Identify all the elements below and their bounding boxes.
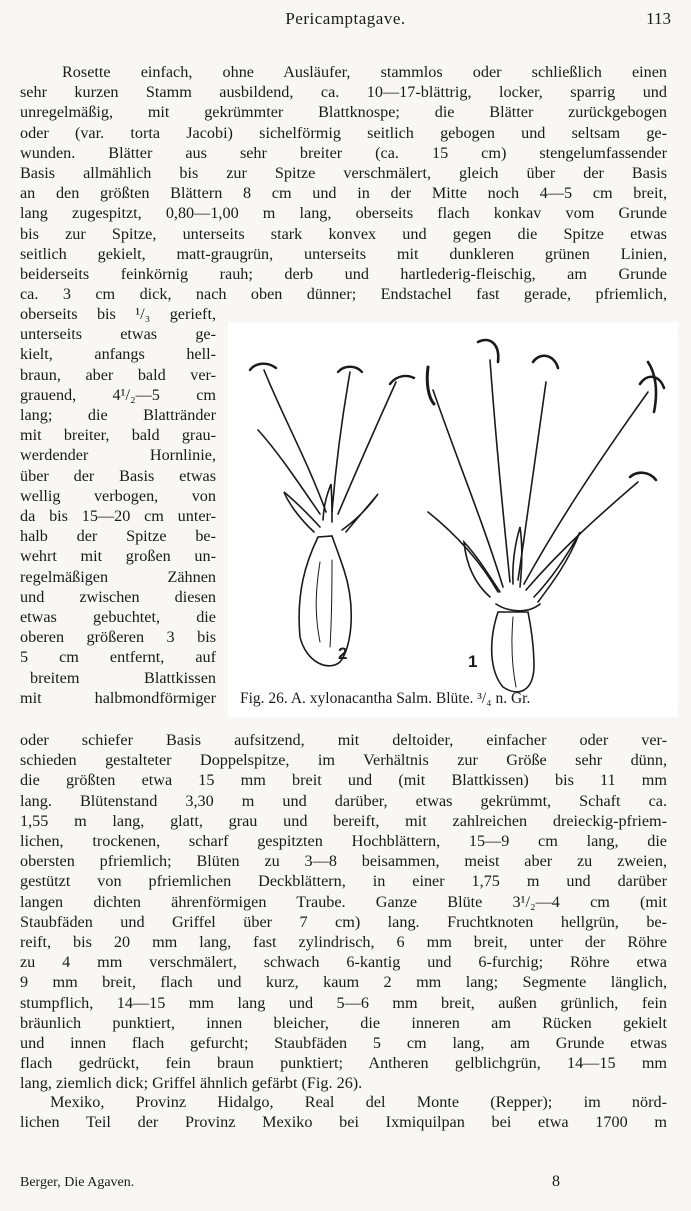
text-line: werdender Hornlinie, [20, 446, 216, 465]
stamen-line [526, 482, 638, 590]
stamen-line [524, 392, 648, 584]
text-line: da bis 15—20 cm unter- [20, 507, 216, 525]
text-line: 5 cm entfernt, auf [20, 648, 216, 667]
text-line: mit halbmondförmiger [20, 688, 216, 707]
figure-label-1: 1 [468, 652, 478, 671]
text-line: oder schiefer Basis aufsitzend, mit deltoider, einfacher oder ver- [20, 731, 667, 749]
figure-26 [228, 322, 678, 717]
figure-caption: Fig. 26. A. xylonacantha Salm. Blüte. ³/₄ n. Gr. [240, 690, 531, 707]
text-line: gestützt von pfriemlichen Deckblättern, in einer 1,75 m und darüber [20, 872, 667, 891]
text-line: lang; die Blattränder [20, 406, 216, 424]
text-line: halb der Spitze be- [20, 527, 216, 546]
text-line: breitem Blattkissen [30, 668, 216, 687]
stamen-line [428, 512, 498, 592]
flower-illustration [228, 322, 678, 717]
text-line: unterseits etwas ge- [20, 325, 216, 344]
text-line: Mexiko, Provinz Hidalgo, Real del Monte (Repper); im nörd- [50, 1093, 667, 1111]
page-number: 113 [646, 9, 671, 28]
text-line: bräunlich punktiert, innen bleicher, die inneren am Rücken gekielt [20, 1013, 667, 1032]
text-line: über der Basis etwas [20, 466, 216, 485]
text-line: regelmäßigen Zähnen [20, 567, 216, 586]
text-line: ca. 3 cm dick, nach oben dünner; Endstachel fast gerade, pfriemlich, [20, 285, 667, 304]
text-line: Staubfäden und Griffel über 7 cm) lang. Fruchtknoten hellgrün, be- [20, 912, 667, 931]
text-line: an den größten Blättern 8 cm und in der Mitte noch 4—5 cm breit, [20, 184, 667, 203]
text-line: die größten etwa 15 mm breit und (mit Blattkissen) bis 11 mm [20, 771, 667, 790]
text-line: seitlich gekielt, matt-graugrün, unterseits mit dunkleren grünen Linien, [20, 244, 667, 263]
text-line: oberseits bis ¹/₃ gerieft, [20, 305, 216, 323]
text-line: langen dichten ährenförmigen Traube. Ganze Blüte 3¹/₂—4 cm (mit [20, 892, 667, 911]
stamen-line [433, 390, 503, 587]
stamen-line [338, 382, 396, 514]
text-line: lang, ziemlich dick; Griffel ähnlich gefärbt (Fig. 26). [20, 1074, 363, 1093]
text-line: bis zur Spitze, unterseits stark konvex und gegen die Spitze etwas [20, 224, 667, 243]
text-line: und innen flach gefurcht; Staubfäden 5 cm lang, am Grunde etwas [20, 1034, 667, 1052]
text-line: wunden. Blätter aus sehr breiter (ca. 15 cm) stengelumfassender [20, 143, 667, 162]
text-line: braun, aber bald ver- [20, 365, 216, 384]
text-line: reift, bis 20 mm lang, fast zylindrisch, 6 mm breit, unter der Röhre [20, 933, 667, 951]
text-line: sehr kurzen Stamm ausbildend, ca. 10—17-blättrig, locker, sparrig und [20, 83, 667, 102]
text-line: lichen, trockenen, scharf gespitzten Hochblättern, 15—9 cm lang, die [20, 832, 667, 850]
footer-author-title: Berger, Die Agaven. [20, 1175, 135, 1190]
footer-signature: 8 [552, 1173, 560, 1190]
text-line: schieden gestalteter Doppelspitze, im Verhältnis zur Größe sehr dünn, [20, 751, 667, 770]
text-line: 9 mm breit, flach und kurz, kaum 2 mm lang; Segmente länglich, [20, 973, 667, 992]
text-line: Rosette einfach, ohne Ausläufer, stammlos oder schließlich einen [62, 63, 667, 81]
text-line: zu 4 mm verschmälert, schwach 6-kantig und 6-furchig; Röhre etwa [20, 953, 667, 972]
text-line: wellig verbogen, von [20, 486, 216, 505]
text-line: wehrt mit großen un- [20, 547, 216, 566]
text-line: kielt, anfangs hell- [20, 345, 216, 364]
stamen-line [264, 370, 326, 512]
text-line: stumpflich, 14—15 mm lang und 5—6 mm breit, außen grünlich, fein [20, 993, 667, 1012]
text-line: und zwischen diesen [20, 587, 216, 606]
text-line: flach gedrückt, fein braun punktiert; Antheren gelblichgrün, 14—15 mm [20, 1054, 667, 1073]
text-line: lang. Blütenstand 3,30 m und darüber, etwas gekrümmt, Schaft ca. [20, 791, 667, 810]
stamen-line [490, 360, 510, 582]
text-line: mit breiter, bald grau- [20, 426, 216, 445]
figure-label-2: 2 [338, 644, 348, 663]
page-header-title: Pericamptagave. [285, 9, 406, 28]
text-line: 1,55 m lang, glatt, grau und bereift, mit zahlreichen dreieckig-pfriem- [20, 811, 667, 830]
text-line: etwas gebuchtet, die [20, 608, 216, 626]
text-line: lichen Teil der Provinz Mexiko bei Ixmiquilpan bei etwa 1700 m [20, 1113, 667, 1132]
text-line: Basis allmählich bis zur Spitze verschmälert, gleich über der Basis [20, 164, 667, 182]
text-line: oberen größeren 3 bis [20, 628, 216, 647]
text-line: beiderseits feinkörnig rauh; derb und hartlederig-fleischig, am Grunde [20, 265, 667, 283]
text-line: lang zugespitzt, 0,80—1,00 m lang, oberseits flach konkav vom Grunde [20, 204, 667, 223]
text-line: oder (var. torta Jacobi) sichelförmig seitlich gebogen und seltsam ge- [20, 123, 667, 142]
text-line: obersten pfriemlich; Blüten zu 3—8 beisammen, meist aber zu zweien, [20, 852, 667, 871]
text-line: unregelmäßig, mit gekrümmter Blattknospe; die Blätter zurückgebogen [20, 103, 667, 122]
text-line: grauend, 4¹/₂—5 cm [20, 385, 216, 404]
